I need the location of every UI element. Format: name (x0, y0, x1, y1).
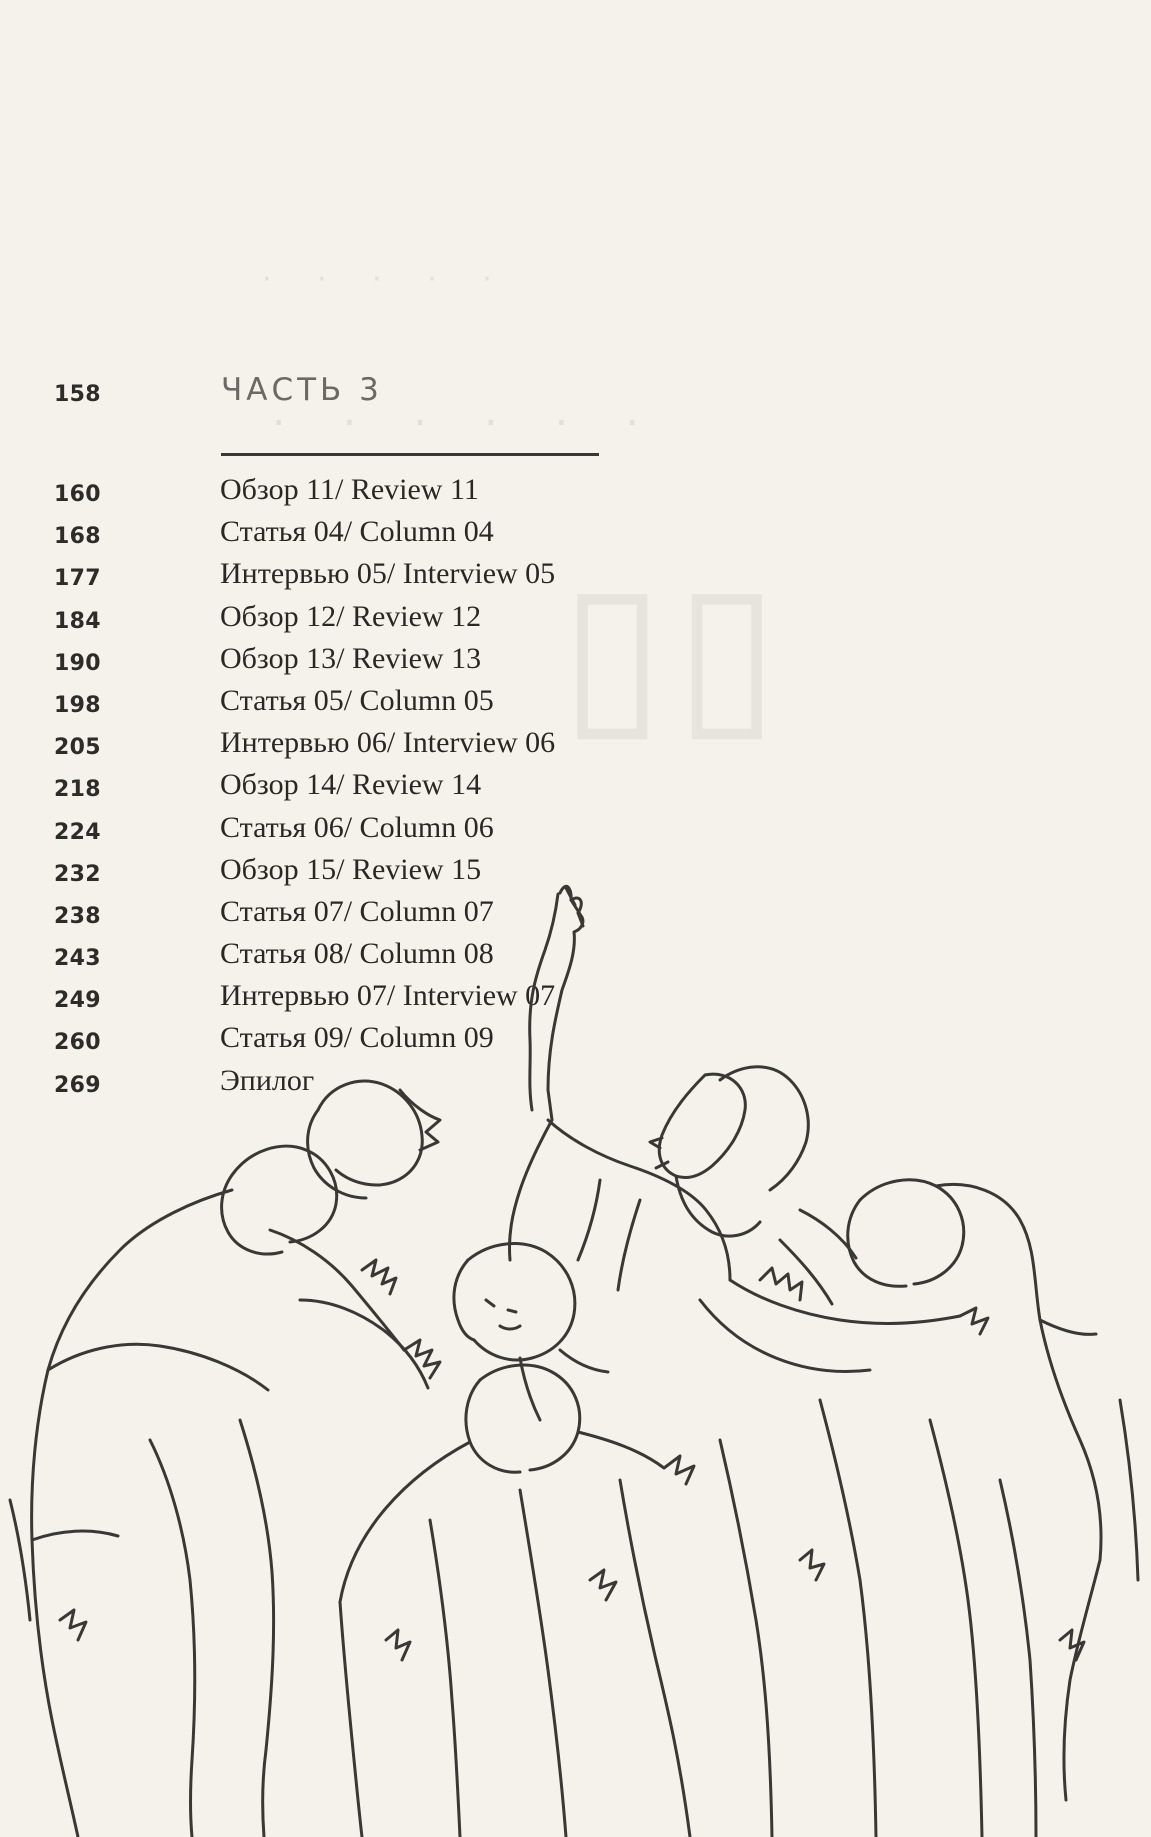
toc-title: Статья 04/ Column 04 (220, 515, 494, 549)
toc-page-number: 198 (54, 692, 101, 718)
toc-title: Интервью 05/ Interview 05 (220, 557, 556, 591)
toc-title: Обзор 12/ Review 12 (220, 599, 482, 633)
toc-entry (0, 811, 1151, 853)
toc-page-number: 269 (54, 1072, 101, 1098)
section-divider (221, 453, 599, 456)
toc-page-number: 249 (54, 988, 101, 1014)
toc-entry (0, 600, 1151, 642)
group-huddle-illustration (0, 880, 1151, 1837)
toc-entry (0, 473, 1151, 515)
toc-title: Обзор 14/ Review 14 (220, 768, 482, 802)
toc-page-number: 184 (54, 608, 101, 634)
toc-title: Обзор 11/ Review 11 (220, 473, 479, 506)
toc-entry (0, 515, 1151, 557)
toc-title: Обзор 15/ Review 15 (220, 852, 482, 886)
toc-title: Интервью 06/ Interview 06 (220, 726, 556, 760)
show-through-text: · · · · · (262, 262, 510, 297)
toc-page-number: 243 (54, 946, 101, 972)
section-title: ЧАСТЬ 3 (221, 372, 383, 408)
toc-title: Статья 06/ Column 06 (220, 810, 494, 844)
toc-title: Эпилог (220, 1063, 315, 1097)
toc-entry (0, 684, 1151, 726)
toc-page-number: 190 (54, 650, 101, 676)
toc-title: Статья 07/ Column 07 (220, 894, 494, 928)
toc-title: Обзор 13/ Review 13 (220, 641, 482, 675)
show-through-heading: · · · · · · (272, 398, 661, 447)
toc-page-number: 218 (54, 777, 101, 803)
toc-page-number: 232 (54, 861, 101, 887)
toc-page-number: 168 (54, 524, 101, 550)
toc-entry (0, 557, 1151, 599)
toc-page-number: 160 (54, 482, 101, 507)
toc-entry (0, 642, 1151, 684)
toc-title: Статья 09/ Column 09 (220, 1021, 494, 1055)
toc-page-number: 177 (54, 566, 101, 592)
toc-page-number: 238 (54, 903, 101, 929)
toc-page-number: 260 (54, 1030, 101, 1056)
toc-entry (0, 726, 1151, 768)
toc-title: Интервью 07/ Interview 07 (220, 979, 556, 1013)
toc-page-number: 224 (54, 819, 101, 845)
section-page-number: 158 (54, 382, 101, 407)
toc-page-number: 205 (54, 735, 101, 761)
toc-title: Статья 05/ Column 05 (220, 683, 494, 717)
toc-entry (0, 768, 1151, 810)
show-through-numeral: ▯▯ (560, 540, 790, 761)
toc-title: Статья 08/ Column 08 (220, 937, 494, 971)
section-heading (0, 372, 1151, 418)
